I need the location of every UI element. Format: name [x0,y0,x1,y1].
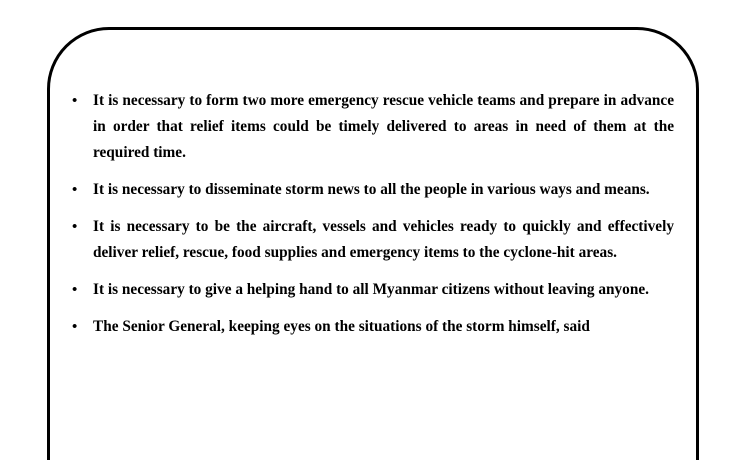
bullet-dot-icon: • [72,219,78,235]
bullet-text: It is necessary to be the aircraft, vessels and vehicles ready to quickly and effectively deliver relief, rescue, food supplies and emergency items to the cyclone-hit areas. [93,218,674,261]
bullet-dot-icon: • [72,319,78,335]
bullet-item [72,314,674,340]
document-content [72,88,674,351]
bullet-text: It is necessary to form two more emergency rescue vehicle teams and prepare in advance in order that relief items could be timely delivered to areas in need of them at the required time. [93,92,674,161]
bullet-dot-icon: • [72,282,78,298]
bullet-item [72,177,674,203]
bullet-list [72,88,674,340]
bullet-item [72,88,674,166]
bullet-text: It is necessary to disseminate storm news to all the people in various ways and means. [93,181,650,198]
bullet-text: The Senior General, keeping eyes on the situations of the storm himself, said [93,318,590,335]
bullet-dot-icon: • [72,182,78,198]
bullet-text: It is necessary to give a helping hand to all Myanmar citizens without leaving anyone. [93,281,649,298]
bullet-item [72,214,674,266]
bullet-item [72,277,674,303]
bullet-dot-icon: • [72,93,78,109]
